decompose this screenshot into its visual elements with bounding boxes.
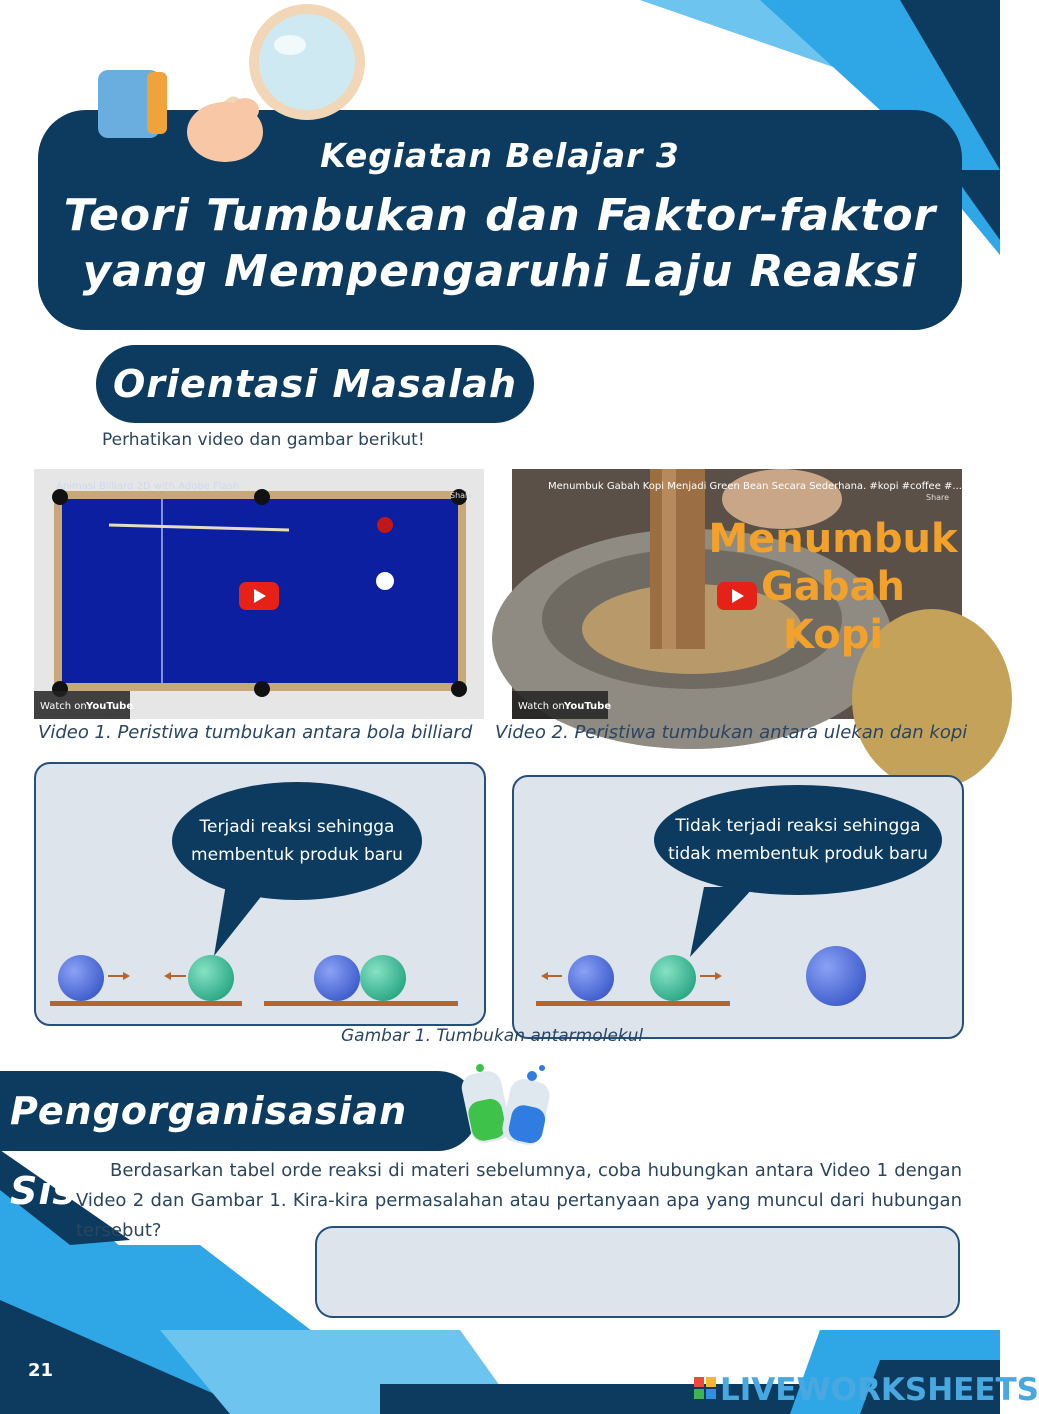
molecule-collision-diagram — [36, 764, 484, 1024]
video-2-watch-on[interactable]: Watch on — [518, 701, 565, 712]
bubble-no-reaction-line1: Tidak terjadi reaksi sehingga — [675, 816, 921, 836]
lesson-subtitle: Kegiatan Belajar 3 — [320, 136, 680, 175]
magnifier-hand-illustration — [95, 0, 385, 190]
instruction-text: Perhatikan video dan gambar berikut! — [102, 430, 425, 450]
liveworksheets-logo-icon — [694, 1377, 716, 1399]
video-2-overlay-line1: Menumbuk — [708, 516, 958, 562]
video-2-player[interactable] — [512, 469, 962, 719]
organization-heading: Pengorganisasian Siswa — [0, 1071, 478, 1151]
video-1-title: Animasi Billiard 2D with Adobe Flash — [56, 481, 240, 492]
video-1-share[interactable]: Share — [450, 491, 474, 500]
orientation-heading: Orientasi Masalah — [96, 345, 534, 423]
video-1-caption: Video 1. Peristiwa tumbukan antara bola billiard — [38, 722, 473, 743]
chemistry-flasks-illustration — [458, 1062, 558, 1152]
play-button-icon[interactable] — [717, 582, 757, 610]
video-1-watch-on[interactable]: Watch on — [40, 701, 87, 712]
collision-panel-no-reaction — [512, 775, 964, 1039]
play-button-icon[interactable] — [239, 582, 279, 610]
page-number: 21 — [28, 1360, 54, 1381]
liveworksheets-brand[interactable]: LIVEWORKSHEETS — [720, 1372, 1039, 1408]
figure-caption: Gambar 1. Tumbukan antarmolekul — [341, 1026, 644, 1046]
lesson-title-line2: yang Mempengaruhi Laju Reaksi — [82, 246, 918, 297]
video-2-platform[interactable]: YouTube — [564, 701, 612, 712]
bubble-reaction-line2: membentuk produk baru — [191, 845, 403, 865]
video-2-share[interactable]: Share — [926, 493, 950, 502]
collision-panel-reaction — [34, 762, 486, 1026]
video-2-overlay-line2: Gabah Kopi — [761, 564, 905, 658]
video-1-player[interactable] — [34, 469, 484, 719]
video-1-platform[interactable]: YouTube — [86, 701, 134, 712]
video-2-caption: Video 2. Peristiwa tumbukan antara ulekan dan kopi — [495, 722, 968, 743]
answer-input[interactable] — [315, 1226, 960, 1318]
bubble-reaction-line1: Terjadi reaksi sehingga — [199, 817, 395, 837]
bubble-no-reaction-line2: tidak membentuk produk baru — [668, 844, 928, 864]
molecule-bounce-diagram — [514, 777, 962, 1037]
organization-paragraph: Berdasarkan tabel orde reaksi di materi sebelumnya, coba hubungkan antara Video 1 dengan Video 2 dan Gambar 1. Kira-kira permasalahan atau pertanyaan apa yang muncul dari hubungan tersebut? — [76, 1160, 962, 1241]
video-2-title: Menumbuk Gabah Kopi Menjadi Green Bean Secara Sederhana. #kopi #coffee #... — [548, 481, 962, 492]
lesson-title — [38, 188, 962, 300]
lesson-title-line1: Teori Tumbukan dan Faktor-faktor — [63, 190, 937, 241]
